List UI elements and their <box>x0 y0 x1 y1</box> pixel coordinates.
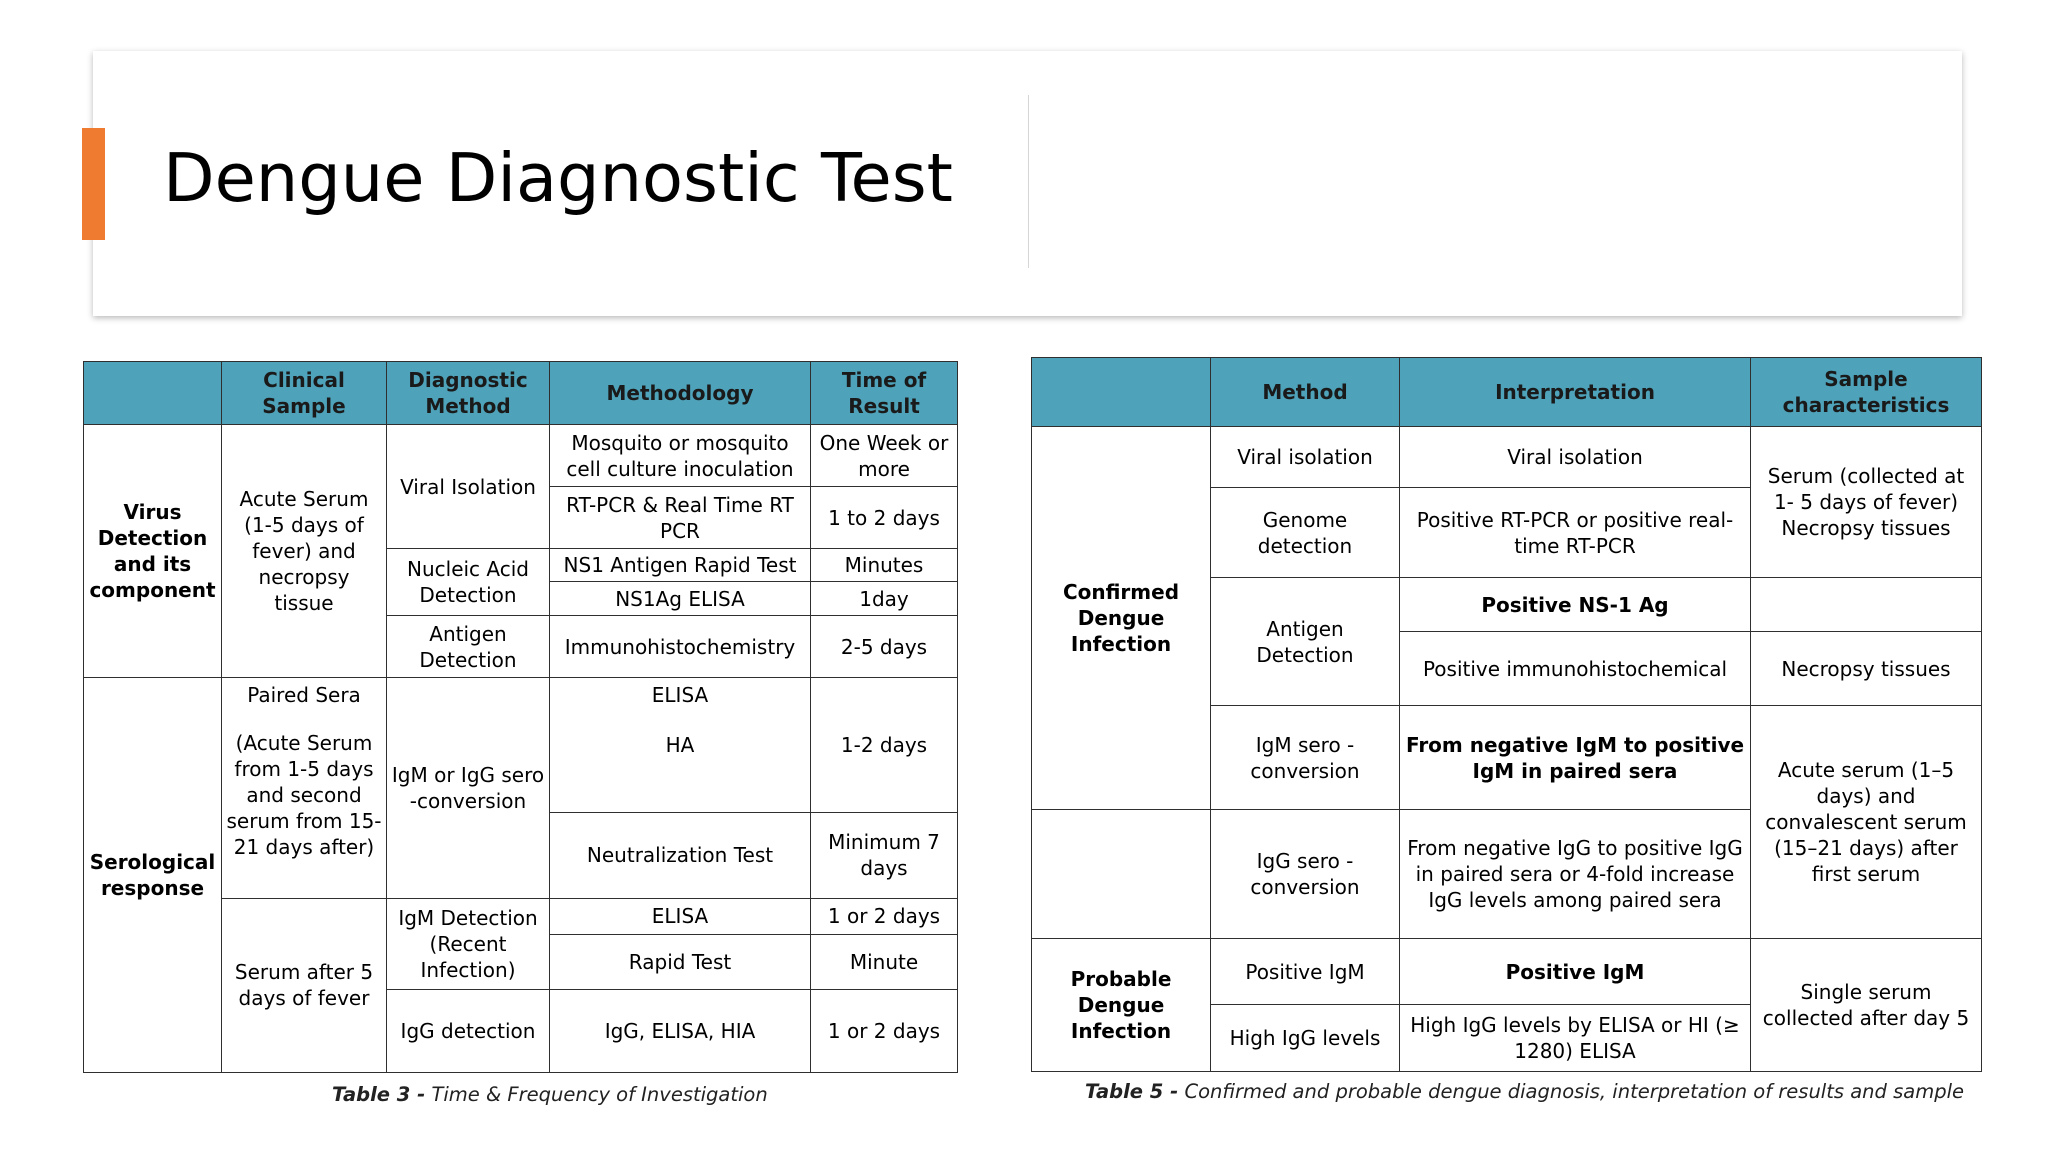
header-diagnostic-method: Diagnostic Method <box>387 362 550 425</box>
rapid-test-methodology: Rapid Test <box>550 934 811 989</box>
elisa-text: ELISA <box>651 683 709 708</box>
viral-isolation-interp: Viral isolation <box>1400 427 1751 488</box>
minute-time: Minute <box>811 934 958 989</box>
mosquito-methodology: Mosquito or mosquito cell culture inoculation <box>550 425 811 487</box>
antigen-method: Antigen Detection <box>1211 578 1400 706</box>
igm-seroconversion-method: IgM sero -conversion <box>1211 706 1400 810</box>
confirmed-probable-table <box>1031 357 1982 1072</box>
table5-caption-text: Confirmed and probable dengue diagnosis, interpretation of results and sample <box>1184 1080 1965 1103</box>
table3-caption <box>332 1083 768 1106</box>
header-clinical-sample: Clinical Sample <box>222 362 387 425</box>
necropsy-sample: Necropsy tissues <box>1751 632 1982 706</box>
one-day-time: 1day <box>811 582 958 616</box>
igg-elisa-hia-methodology: IgG, ELISA, HIA <box>550 989 811 1072</box>
paired-sera-sample <box>222 678 387 898</box>
slide-title: Dengue Diagnostic Test <box>163 139 953 217</box>
header-methodology: Methodology <box>550 362 811 425</box>
one-week-time: One Week or more <box>811 425 958 487</box>
genome-method: Genome detection <box>1211 488 1400 578</box>
igg-detection-method: IgG detection <box>387 989 550 1072</box>
igg-seroconversion-method: IgG sero -conversion <box>1211 810 1400 939</box>
t5-header-empty <box>1032 358 1211 427</box>
igg-row-empty <box>1032 810 1211 939</box>
ns1-elisa-methodology: NS1Ag ELISA <box>550 582 811 616</box>
positive-igm-interp: Positive IgM <box>1400 939 1751 1005</box>
one-or-two-days-time-b: 1 or 2 days <box>811 989 958 1072</box>
ns1-rapid-methodology: NS1 Antigen Rapid Test <box>550 549 811 582</box>
title-divider <box>1028 95 1029 268</box>
confirmed-label: Confirmed Dengue Infection <box>1032 427 1211 810</box>
ihc-interp: Positive immunohistochemical <box>1400 632 1751 706</box>
serum-after-sample: Serum after 5 days of fever <box>222 898 387 1072</box>
acute-serum-sample: Acute Serum (1-5 days of fever) and necropsy tissue <box>222 425 387 678</box>
rtpcr-methodology: RT-PCR & Real Time RT PCR <box>550 487 811 549</box>
igm-igg-seroconversion-method: IgM or IgG sero -conversion <box>387 678 550 898</box>
elisa-methodology: ELISA <box>550 898 811 934</box>
t5-header-sample: Sample characteristics <box>1751 358 1982 427</box>
table5-caption-label: Table 5 - <box>1085 1080 1179 1103</box>
antigen-detection-method: Antigen Detection <box>387 616 550 678</box>
serum-sample: Serum (collected at 1- 5 days of fever) Necropsy tissues <box>1751 427 1982 578</box>
single-serum-sample: Single serum collected after day 5 <box>1751 939 1982 1072</box>
ihc-time: 2-5 days <box>811 616 958 678</box>
igm-detection-method: IgM Detection (Recent Infection) <box>387 898 550 989</box>
neutralization-methodology: Neutralization Test <box>550 812 811 898</box>
paired-sera-title: Paired Sera <box>247 683 361 708</box>
table5-caption <box>1085 1080 1964 1103</box>
ns1-sample-empty <box>1751 578 1982 632</box>
virus-detection-label: Virus Detection and its component <box>84 425 222 678</box>
probable-label: Probable Dengue Infection <box>1032 939 1211 1072</box>
one-or-two-days-time: 1 or 2 days <box>811 898 958 934</box>
header-time-of-result: Time of Result <box>811 362 958 425</box>
paired-sera-detail: (Acute Serum from 1-5 days and second serum from 15-21 days after) <box>226 731 382 860</box>
viral-isolation-method: Viral isolation <box>1211 427 1400 488</box>
high-igg-method: High IgG levels <box>1211 1005 1400 1072</box>
t5-header-method: Method <box>1211 358 1400 427</box>
genome-interp: Positive RT-PCR or positive real-time RT-PCR <box>1400 488 1751 578</box>
igg-seroconversion-interp: From negative IgG to positive IgG in paired sera or 4-fold increase IgG levels among paired sera <box>1400 810 1751 939</box>
nucleic-acid-method: Nucleic Acid Detection <box>387 549 550 616</box>
header-empty <box>84 362 222 425</box>
table3-caption-text: Time & Frequency of Investigation <box>431 1083 768 1106</box>
t5-header-interpretation: Interpretation <box>1400 358 1751 427</box>
serological-label: Serological response <box>84 678 222 1073</box>
rtpcr-time: 1 to 2 days <box>811 487 958 549</box>
positive-igm-method: Positive IgM <box>1211 939 1400 1005</box>
high-igg-interp: High IgG levels by ELISA or HI (≥ 1280) ELISA <box>1400 1005 1751 1072</box>
one-two-days-time: 1-2 days <box>811 678 958 812</box>
minutes-time: Minutes <box>811 549 958 582</box>
ihc-methodology: Immunohistochemistry <box>550 616 811 678</box>
ns1-interp: Positive NS-1 Ag <box>1400 578 1751 632</box>
table3-caption-label: Table 3 - <box>332 1083 426 1106</box>
igm-seroconversion-interp: From negative IgM to positive IgM in paired sera <box>1400 706 1751 810</box>
acute-convalescent-sample: Acute serum (1–5 days) and convalescent serum (15–21 days) after first serum <box>1751 706 1982 939</box>
elisa-ha-methodology <box>550 678 811 812</box>
ha-text: HA <box>665 733 695 758</box>
time-frequency-table <box>83 361 958 1073</box>
viral-isolation-method: Viral Isolation <box>387 425 550 549</box>
minimum-seven-time: Minimum 7 days <box>811 812 958 898</box>
accent-bar <box>82 128 105 240</box>
